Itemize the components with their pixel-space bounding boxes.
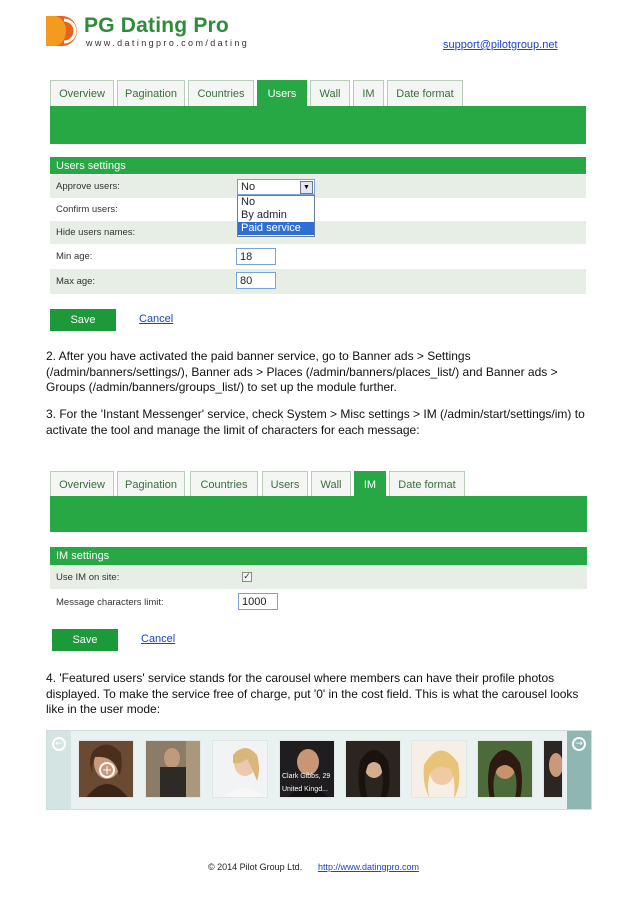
featured-user-name: Clark Gibbs, 29: [282, 773, 331, 780]
approve-users-dropdown[interactable]: [237, 195, 315, 237]
chevron-down-icon[interactable]: ▼: [300, 181, 313, 194]
tab-overview[interactable]: Overview: [50, 471, 114, 497]
approve-users-row: [50, 175, 586, 198]
min-age-input[interactable]: 18: [236, 248, 276, 265]
support-email-link[interactable]: support@pilotgroup.net: [443, 39, 558, 51]
message-limit-input[interactable]: 1000: [238, 593, 278, 610]
tab-pagination[interactable]: Pagination: [117, 80, 185, 106]
tab-users[interactable]: Users: [262, 471, 308, 497]
footer-website-link[interactable]: http://www.datingpro.com: [318, 862, 420, 872]
max-age-row: [50, 269, 586, 294]
message-limit-label: Message characters limit:: [56, 596, 164, 608]
confirm-users-row: [50, 198, 586, 221]
users-save-button[interactable]: Save: [50, 309, 116, 331]
plus-circle-icon[interactable]: +: [99, 762, 115, 778]
tab-countries[interactable]: Countries: [190, 471, 258, 497]
carousel-photo-featured[interactable]: [279, 740, 335, 798]
min-age-row: [50, 244, 586, 269]
pg-logo-icon: [44, 14, 78, 48]
message-limit-row: [50, 589, 587, 615]
paragraph-featured-users: 4. 'Featured users' service stands for the carousel where members can have their profile photos displayed. To make the service free of charge, put '0' in the cost field. This is what the carousel looks like in the user mode:: [46, 671, 579, 716]
brand-name: PG Dating Pro: [84, 14, 229, 37]
max-age-label: Max age:: [56, 276, 96, 287]
carousel-photo-partial[interactable]: [543, 740, 563, 798]
confirm-users-label: Confirm users:: [56, 204, 118, 215]
tab-pagination[interactable]: Pagination: [117, 471, 185, 497]
tab-wall[interactable]: Wall: [310, 80, 350, 106]
max-age-input[interactable]: 80: [236, 272, 276, 289]
paragraph-banner-ads: 2. After you have activated the paid banner service, go to Banner ads > Settings (/admin/banners/settings/), Banner ads > Places (/admin/banners/places_list/) and Banner ads > Groups (/admin/banners/groups_list/) to set up the module further.: [46, 349, 558, 394]
brand-tagline: www.datingpro.com/dating: [86, 38, 250, 48]
tab-wall[interactable]: Wall: [311, 471, 351, 497]
carousel-photo[interactable]: [345, 740, 401, 798]
carousel-photo[interactable]: [411, 740, 467, 798]
tab-im[interactable]: IM: [354, 471, 386, 497]
featured-user-location: United Kingd...: [282, 786, 328, 793]
carousel-next-button[interactable]: [567, 731, 591, 809]
im-save-button[interactable]: Save: [52, 629, 118, 651]
use-im-label: Use IM on site:: [56, 571, 120, 583]
im-cancel-link[interactable]: Cancel: [141, 633, 176, 645]
carousel-photo-add[interactable]: [78, 740, 134, 798]
tab-overview[interactable]: Overview: [50, 80, 114, 106]
arrow-left-circle-icon: ←: [52, 737, 66, 751]
tab-date-format[interactable]: Date format: [387, 80, 463, 106]
use-im-row: [50, 565, 587, 589]
tab-date-format[interactable]: Date format: [389, 471, 465, 497]
paragraph-instant-messenger: 3. For the 'Instant Messenger' service, check System > Misc settings > IM (/admin/start/settings/im) to activate the tool and manage the limit of characters for each message:: [46, 407, 585, 437]
carousel-photo[interactable]: [145, 740, 201, 798]
tab-content-bar: [50, 496, 587, 532]
tab-countries[interactable]: Countries: [188, 80, 254, 106]
tab-im[interactable]: IM: [353, 80, 384, 106]
footer-copyright: © 2014 Pilot Group Ltd.: [208, 862, 303, 872]
option-no[interactable]: No: [241, 196, 256, 208]
tab-users[interactable]: Users: [257, 80, 307, 106]
arrow-right-circle-icon: →: [572, 737, 586, 751]
approve-users-label: Approve users:: [56, 181, 120, 192]
hide-users-names-row: [50, 221, 586, 244]
option-paid-service[interactable]: Paid service: [238, 222, 314, 235]
approve-users-value: No: [241, 181, 256, 193]
tab-content-bar: [50, 106, 586, 144]
carousel-photo[interactable]: [212, 740, 268, 798]
hide-users-names-label: Hide users names:: [56, 227, 136, 238]
option-by-admin[interactable]: By admin: [241, 209, 287, 221]
min-age-label: Min age:: [56, 251, 93, 262]
use-im-checkbox[interactable]: ✓: [243, 572, 251, 582]
im-settings-header: IM settings: [50, 547, 587, 565]
users-cancel-link[interactable]: Cancel: [139, 313, 174, 325]
users-settings-header: Users settings: [50, 157, 586, 174]
approve-users-select[interactable]: [237, 179, 315, 195]
carousel-photo[interactable]: [477, 740, 533, 798]
carousel-prev-button[interactable]: [47, 731, 71, 809]
